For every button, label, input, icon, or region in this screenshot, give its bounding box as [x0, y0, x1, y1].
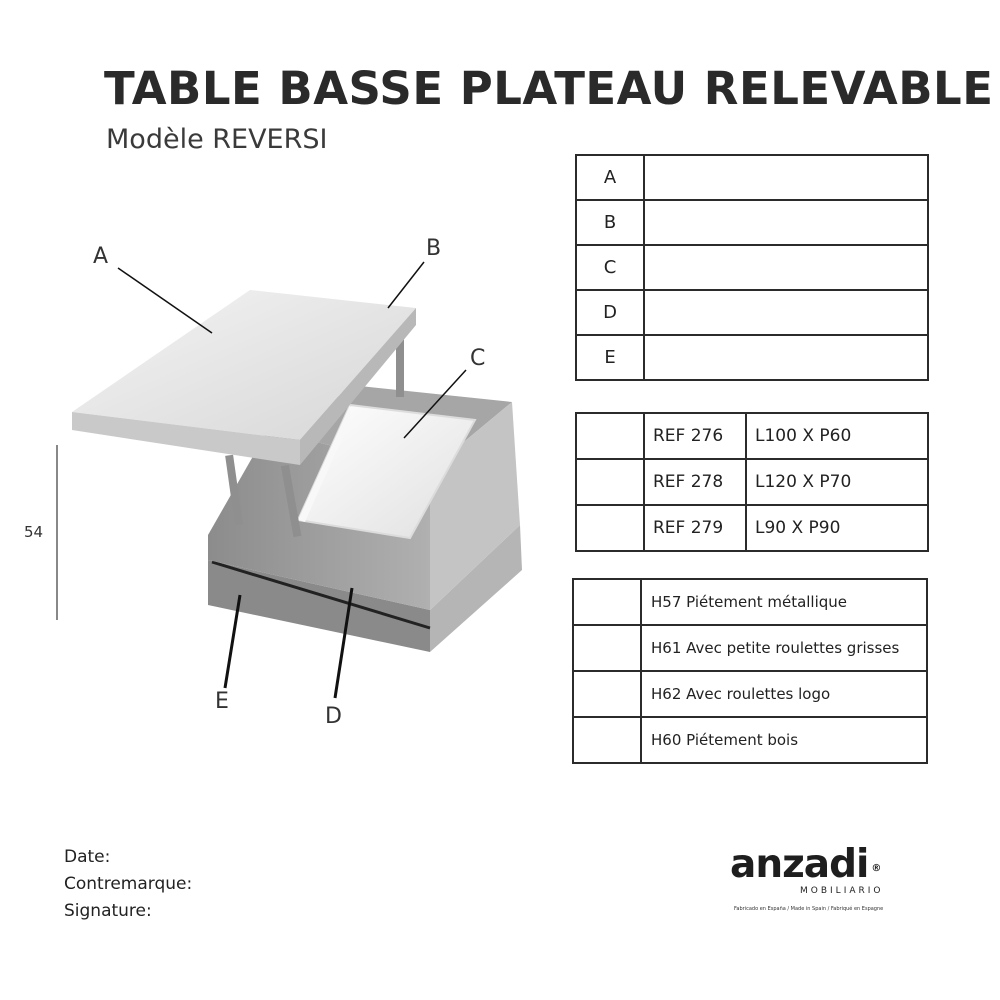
selection-cell[interactable]	[576, 505, 644, 551]
height-option: H61 Avec petite roulettes grisses	[641, 625, 927, 671]
table-row	[576, 290, 928, 335]
table-row	[576, 245, 928, 290]
table-row	[573, 717, 927, 763]
logo-wordmark	[730, 842, 930, 889]
anzadi-logo	[730, 842, 930, 912]
part-value-field[interactable]	[644, 245, 928, 290]
part-key: E	[576, 335, 644, 380]
height-dimension-value: 54	[24, 523, 44, 541]
selection-cell[interactable]	[573, 579, 641, 625]
table-row	[576, 505, 928, 551]
selection-cell[interactable]	[573, 625, 641, 671]
date-label: Date:	[64, 847, 111, 867]
table-row	[576, 200, 928, 245]
table-row	[576, 155, 928, 200]
registered-mark: ®	[871, 863, 882, 874]
table-row	[576, 459, 928, 505]
part-value-field[interactable]	[644, 290, 928, 335]
part-key: A	[576, 155, 644, 200]
label-d: D	[325, 704, 342, 729]
contremarque-label: Contremarque:	[64, 874, 193, 894]
ref-code: REF 279	[644, 505, 746, 551]
order-form	[64, 844, 192, 925]
ref-dimensions: L120 X P70	[746, 459, 928, 505]
part-value-field[interactable]	[644, 200, 928, 245]
height-option: H62 Avec roulettes logo	[641, 671, 927, 717]
height-option: H57 Piétement métallique	[641, 579, 927, 625]
table-row	[573, 625, 927, 671]
table-row	[573, 671, 927, 717]
leader-line-a	[118, 268, 212, 333]
table-row	[573, 579, 927, 625]
logo-tagline: Fabricado en España / Made in Spain / Fabriqué en Espagne	[734, 906, 884, 912]
ref-code: REF 276	[644, 413, 746, 459]
selection-cell[interactable]	[576, 413, 644, 459]
logo-subtitle: MOBILIARIO	[800, 886, 884, 896]
part-key: C	[576, 245, 644, 290]
height-option: H60 Piétement bois	[641, 717, 927, 763]
model-subtitle: Modèle REVERSI	[106, 124, 328, 155]
label-e: E	[215, 689, 229, 714]
parts-table	[575, 154, 929, 381]
table-row	[576, 335, 928, 380]
selection-cell[interactable]	[573, 717, 641, 763]
logo-brand-text: anzadi	[730, 842, 869, 887]
ref-code: REF 278	[644, 459, 746, 505]
part-value-field[interactable]	[644, 155, 928, 200]
page-title: TABLE BASSE PLATEAU RELEVABLE	[104, 62, 994, 115]
table-row	[576, 413, 928, 459]
label-a: A	[93, 244, 109, 269]
label-c: C	[470, 346, 486, 371]
selection-cell[interactable]	[576, 459, 644, 505]
ref-dimensions: L100 X P60	[746, 413, 928, 459]
part-key: D	[576, 290, 644, 335]
selection-cell[interactable]	[573, 671, 641, 717]
reference-table	[575, 412, 929, 552]
part-value-field[interactable]	[644, 335, 928, 380]
label-b: B	[426, 236, 442, 261]
part-key: B	[576, 200, 644, 245]
ref-dimensions: L90 X P90	[746, 505, 928, 551]
leader-line-b	[388, 262, 424, 308]
height-options-table	[572, 578, 928, 764]
signature-label: Signature:	[64, 901, 152, 921]
